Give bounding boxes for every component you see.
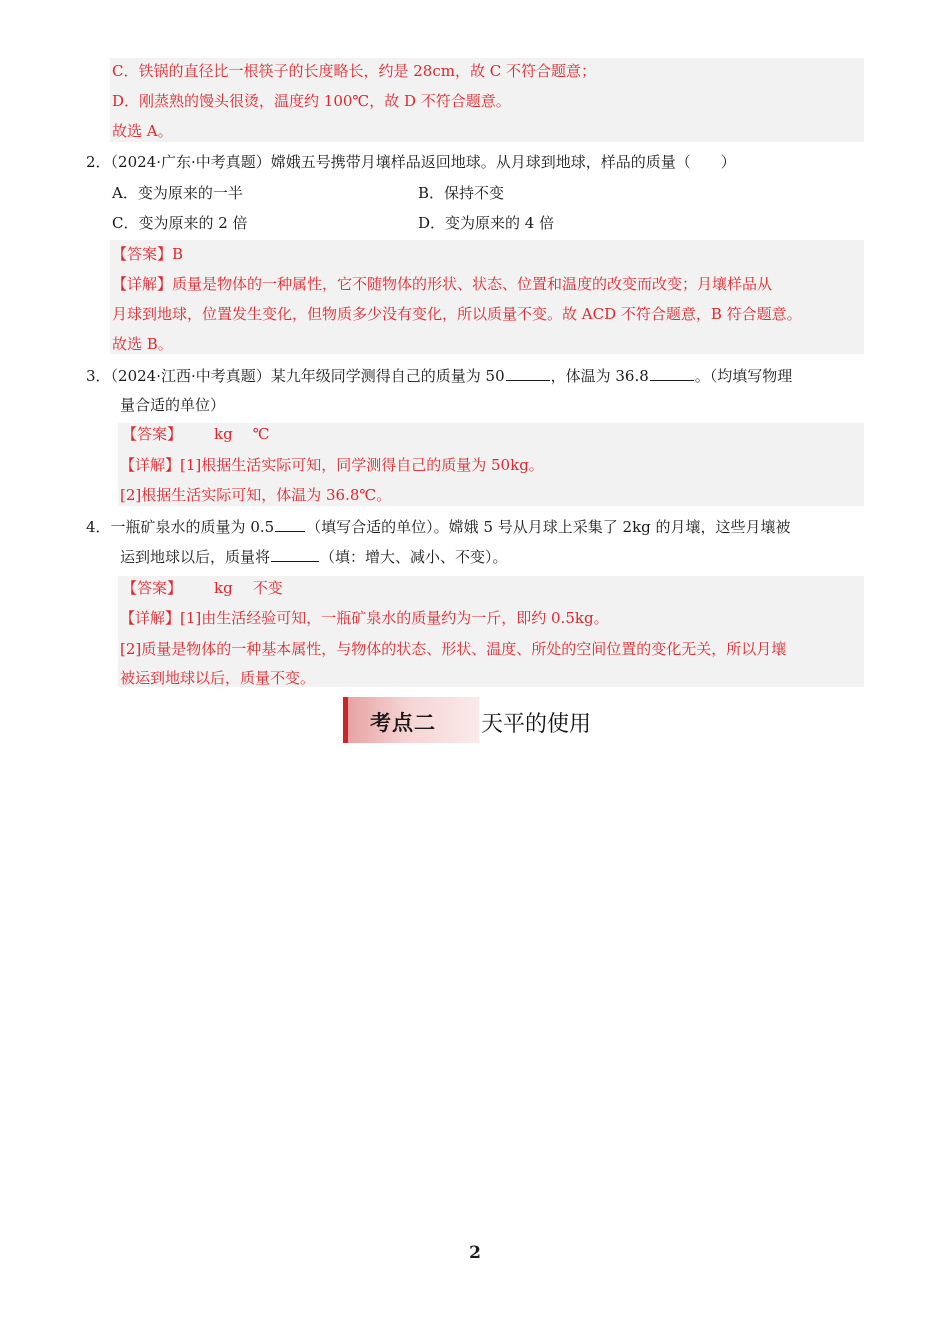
answer-line-d: D．刚蒸熟的馒头很烫，温度约 100℃，故 D 不符合题意。 — [112, 92, 511, 110]
section-title: 天平的使用 — [481, 712, 592, 737]
option-c: C．变为原来的 2 倍 — [112, 214, 248, 232]
answer-value-2: 不变 — [252, 579, 283, 597]
answer-value-2: ℃ — [252, 425, 270, 443]
question-stem-part3: 。（均填写物理 — [694, 367, 793, 385]
question-stem-part4: （填：增大、减小、不变）。 — [320, 548, 508, 566]
detail-q3-line1: 【详解】[1]根据生活实际可知，同学测得自己的质量为 50kg。 — [120, 456, 544, 474]
question-3-line2: 量合适的单位） — [120, 396, 226, 414]
section-tag-label: 考点二 — [370, 711, 436, 735]
answer-conclusion-q1: 故选 A。 — [112, 122, 173, 140]
answer-q3 — [122, 423, 270, 445]
section-header — [343, 697, 643, 745]
conclusion-q2: 故选 B。 — [112, 335, 173, 353]
answer-value-1: kg — [214, 425, 233, 443]
detail-q2-line1: 【详解】质量是物体的一种属性，它不随物体的形状、状态、位置和温度的改变而改变；月壤样品从 — [112, 275, 773, 293]
detail-q4-line3: 被运到地球以后，质量不变。 — [120, 669, 316, 687]
question-stem-part2: ，体温为 36.8 — [550, 367, 649, 385]
question-stem: （2024·广东·中考真题）嫦娥五号携带月壤样品返回地球。从月球到地球，样品的质量（ ） — [110, 153, 736, 171]
section-tag — [343, 697, 479, 743]
answer-block-q2 — [110, 240, 864, 354]
answer-q2: 【答案】B — [112, 245, 184, 263]
question-4 — [86, 516, 791, 538]
answer-q4 — [122, 577, 283, 599]
fill-blank — [506, 366, 550, 381]
fill-blank — [275, 517, 305, 532]
question-stem-part3: 运到地球以后，质量将 — [120, 548, 271, 566]
answer-label: 【答案】 — [122, 579, 183, 597]
detail-q4-line2: [2]质量是物体的一种基本属性，与物体的状态、形状、温度、所处的空间位置的变化无关，所以月壤 — [120, 640, 787, 658]
detail-q4-line1: 【详解】[1]由生活经验可知，一瓶矿泉水的质量约为一斤，即约 0.5kg。 — [120, 609, 609, 627]
answer-line-c: C．铁锅的直径比一根筷子的长度略长，约是 28cm，故 C 不符合题意； — [112, 62, 596, 80]
answer-label: 【答案】 — [122, 425, 183, 443]
question-stem-part1: （2024·江西·中考真题）某九年级同学测得自己的质量为 50 — [110, 367, 505, 385]
question-4-line2 — [120, 546, 508, 568]
question-number: 4． — [86, 518, 111, 536]
fill-blank — [271, 547, 319, 562]
question-stem-part1: 一瓶矿泉水的质量为 0.5 — [110, 518, 275, 536]
detail-q3-line2: [2]根据生活实际可知，体温为 36.8℃。 — [120, 486, 392, 504]
option-b: B．保持不变 — [418, 184, 505, 202]
fill-blank — [650, 366, 694, 381]
question-number: 3． — [86, 367, 111, 385]
question-2 — [86, 151, 736, 173]
question-number: 2． — [86, 153, 111, 171]
option-d: D．变为原来的 4 倍 — [418, 214, 555, 232]
page-number: 2 — [469, 1243, 481, 1263]
detail-q2-line2: 月球到地球，位置发生变化，但物质多少没有变化，所以质量不变。故 ACD 不符合题意，B 符合题意。 — [112, 305, 802, 323]
answer-value-1: kg — [214, 579, 233, 597]
question-stem-part2: （填写合适的单位）。嫦娥 5 号从月球上采集了 2kg 的月壤，这些月壤被 — [306, 518, 791, 536]
option-a: A．变为原来的一半 — [112, 184, 243, 202]
question-3 — [86, 365, 792, 387]
